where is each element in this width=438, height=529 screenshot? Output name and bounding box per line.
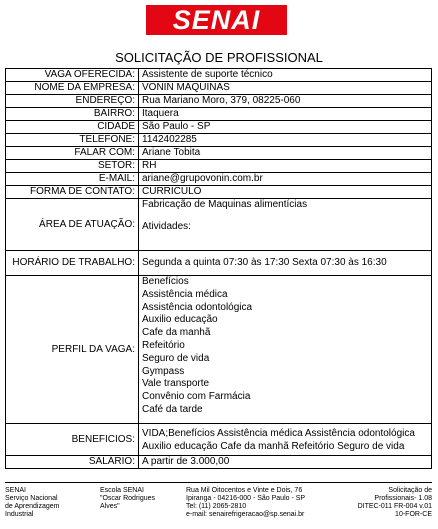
perfil-item: Cafe da manhã — [142, 327, 211, 339]
document-title: SOLICITAÇÃO DE PROFISSIONAL — [115, 50, 323, 65]
row-contato — [6, 186, 432, 199]
area-line-2: Atividades: — [142, 221, 191, 232]
label-salario: SALÁRIO: — [6, 456, 139, 469]
label-contato: FORMA DE CONTATO: — [6, 186, 139, 199]
area-line-1: Fabricação de Maquinas alimentícias — [142, 199, 308, 210]
footer-senai — [5, 487, 59, 519]
footer-form-code — [358, 487, 432, 519]
value-beneficios — [139, 424, 432, 456]
request-form-table — [5, 68, 432, 469]
value-vaga: Assistente de suporte técnico — [139, 69, 432, 82]
value-empresa: VONIN MÁQUINAS — [139, 82, 432, 95]
value-falar: Ariane Tobita — [139, 147, 432, 160]
footer-divider — [5, 482, 432, 483]
label-area: ÁREA DE ATUAÇÃO: — [6, 199, 139, 251]
label-email: E-MAIL: — [6, 173, 139, 186]
row-empresa — [6, 82, 432, 95]
footer-text: Escola SENAI — [100, 487, 144, 494]
footer-text: Industrial — [5, 511, 34, 518]
footer-text: 10-FOR-CE — [395, 511, 432, 518]
value-setor: RH — [139, 160, 432, 173]
label-endereco: ENDEREÇO: — [6, 95, 139, 108]
footer-text: Solicitação de — [388, 487, 432, 494]
footer-text: Ipiranga - 04216-000 - São Paulo - SP — [186, 495, 306, 502]
row-area — [6, 199, 432, 251]
value-horario: Segunda a quinta 07:30 às 17:30 Sexta 07:30 às 16:30 — [139, 251, 432, 276]
footer-text: de Aprendizagem — [5, 503, 60, 510]
label-horario: HORÁRIO DE TRABALHO: — [6, 251, 139, 276]
label-beneficios: BENEFICIOS: — [6, 424, 139, 456]
value-perfil — [139, 276, 432, 424]
row-beneficios — [6, 424, 432, 456]
row-falar — [6, 147, 432, 160]
row-endereco — [6, 95, 432, 108]
value-telefone: 1142402285 — [139, 134, 432, 147]
row-email — [6, 173, 432, 186]
perfil-item: Café da tarde — [142, 403, 203, 415]
perfil-item: Refeitório — [142, 339, 185, 351]
value-contato: CURRICULO — [139, 186, 432, 199]
perfil-item: Assistência médica — [142, 288, 228, 300]
row-perfil — [6, 276, 432, 424]
row-horario — [6, 251, 432, 276]
row-vaga — [6, 69, 432, 82]
footer-text: "Oscar Rodrigues — [100, 495, 156, 502]
footer-text: Tel: (11) 2065-2810 — [186, 503, 247, 510]
row-cidade — [6, 121, 432, 134]
footer-text: Alves" — [100, 503, 120, 510]
label-setor: SETOR: — [6, 160, 139, 173]
perfil-item: Auxilio educação — [142, 314, 218, 326]
footer-text: e-mail: senairefrigeracao@sp.senai.br — [186, 511, 305, 518]
senai-logo — [146, 5, 287, 35]
value-area — [139, 199, 432, 251]
label-falar: FALAR COM: — [6, 147, 139, 160]
value-email: ariane@grupovonin.com.br — [139, 173, 432, 186]
perfil-item: Seguro de vida — [142, 352, 210, 364]
beneficios-line-2: Auxilio educação Cafe da manhã Refeitório Seguro de vida — [142, 440, 405, 452]
perfil-item: Convênio com Farmácia — [142, 391, 251, 403]
value-bairro: Itaquera — [139, 108, 432, 121]
footer-text: Profissionais- 1.08 — [374, 495, 432, 502]
footer-text: SENAI — [5, 487, 27, 494]
beneficios-line-1: VIDA;Benefícios Assistência médica Assistência odontológica — [142, 427, 415, 439]
footer-text: Serviço Nacional — [5, 495, 58, 502]
label-telefone: TELEFONE: — [6, 134, 139, 147]
value-endereco: Rua Mariano Moro, 379, 08225-060 — [139, 95, 432, 108]
footer-text: DITEC-011 FR-004 v.01 — [357, 503, 432, 510]
row-telefone — [6, 134, 432, 147]
footer-address — [186, 487, 305, 519]
row-salario — [6, 456, 432, 469]
perfil-item: Gympass — [142, 365, 185, 377]
footer-school — [100, 487, 155, 511]
value-salario: A partir de 3.000,00 — [139, 456, 432, 469]
perfil-item: Benefícios — [142, 276, 189, 287]
perfil-item: Assistência odontológica — [142, 301, 253, 313]
label-bairro: BAIRRO: — [6, 108, 139, 121]
perfil-item: Vale transporte — [142, 378, 210, 390]
label-cidade: CIDADE — [6, 121, 139, 134]
value-cidade: São Paulo - SP — [139, 121, 432, 134]
row-setor — [6, 160, 432, 173]
footer-text: Rua Mil Oitocentos e Vinte e Dois, 76 — [186, 487, 303, 494]
label-empresa: NOME DA EMPRESA: — [6, 82, 139, 95]
label-vaga: VAGA OFERECIDA: — [6, 69, 139, 82]
logo-text: SENAI — [172, 4, 261, 35]
row-bairro — [6, 108, 432, 121]
label-perfil: PERFIL DA VAGA: — [6, 276, 139, 424]
